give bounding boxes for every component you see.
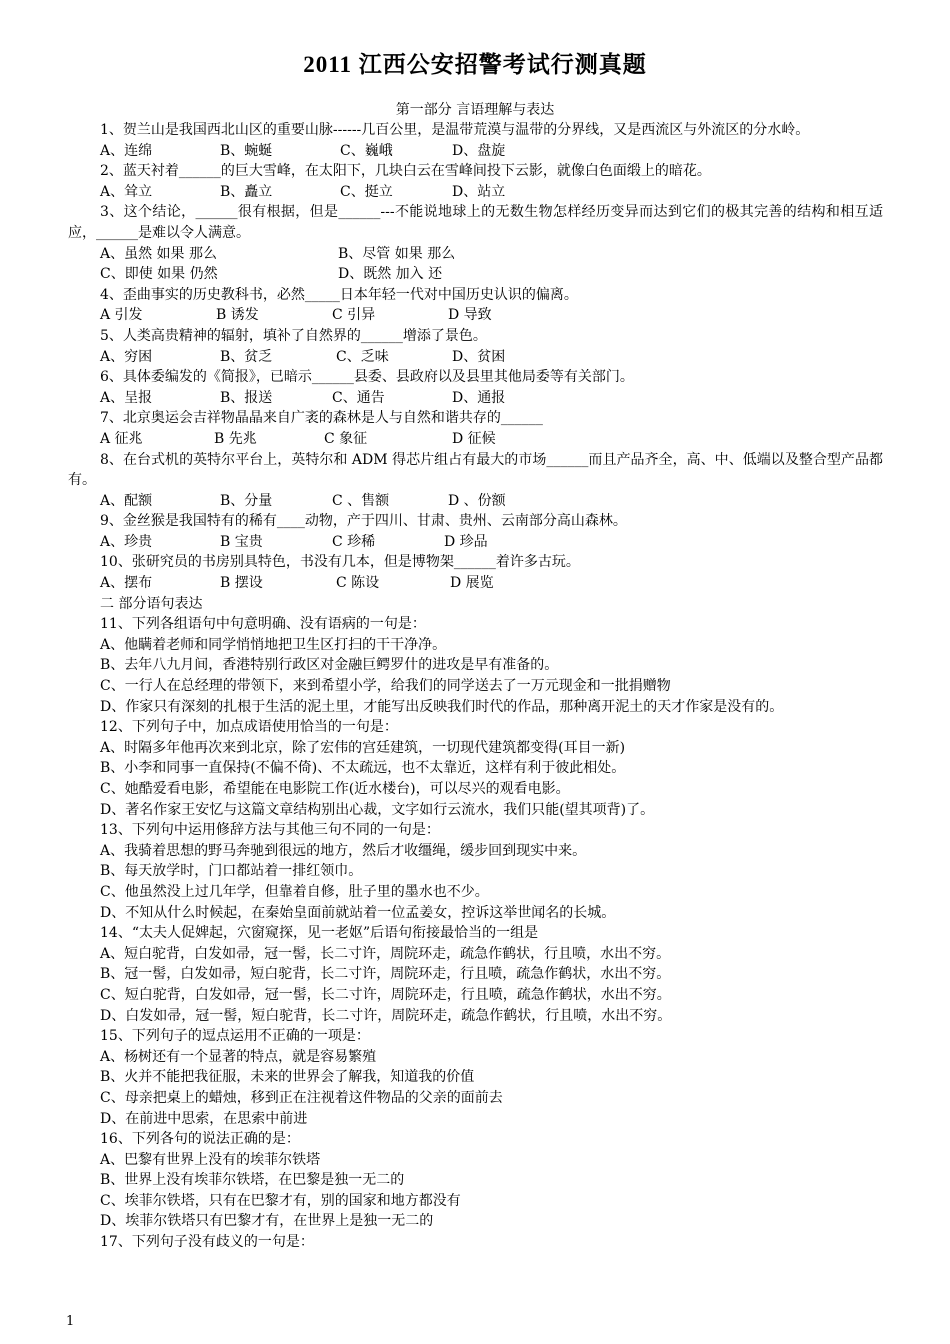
question-12: 12、下列句子中，加点成语使用恰当的一句是： xyxy=(100,719,398,736)
option: C、母亲把桌上的蜡烛，移到正在注视着这件物品的父亲的面前去 xyxy=(100,1089,503,1106)
option: D 导致 xyxy=(448,307,492,324)
question-8: 8、在台式机的英特尔平台上，英特尔和 ADM 得芯片组占有最大的市场______而且产品齐全，高、中、低端以及整合型产品都有。 xyxy=(68,451,883,489)
options-7 xyxy=(68,429,883,450)
options-9 xyxy=(68,532,883,553)
option: D 展览 xyxy=(450,575,494,592)
option: A、摆布 xyxy=(100,575,153,592)
option: C、一行人在总经理的带领下，来到希望小学，给我们的同学送去了一万元现金和一批捐赠物 xyxy=(100,678,671,695)
question-11: 11、下列各组语句中句意明确、没有语病的一句是： xyxy=(100,616,426,633)
option: A、呈报 xyxy=(100,389,153,406)
option: B、每天放学时，门口都站着一排红领巾。 xyxy=(100,863,363,880)
question-3: 3、这个结论，______很有根据，但是______---不能说地球上的无数生物怎样经历变异而达到它们的极其完善的结构和相互适应，______是难以令人满意。 xyxy=(68,204,883,241)
option: B、矗立 xyxy=(220,183,273,200)
option: C 珍稀 xyxy=(332,533,376,550)
option: A、配额 xyxy=(100,492,153,509)
option: A、连绵 xyxy=(100,142,153,159)
question-body xyxy=(68,120,883,1253)
question-5: 5、人类高贵精神的辐射，填补了自然界的______增添了景色。 xyxy=(100,327,487,344)
page-number: 1 xyxy=(66,1314,75,1329)
option: B、冠一髻，白发如帚，短白驼背，长二寸许，周院环走，行且喷，疏急作鹤状，水出不穷。 xyxy=(100,966,671,983)
option: D 、份额 xyxy=(448,492,506,509)
option: C 陈设 xyxy=(336,575,380,592)
options-8 xyxy=(68,491,883,512)
question-14: 14、“太夫人促婢起，穴窗窥探，见一老妪”后语句衔接最恰当的一组是 xyxy=(100,925,539,942)
question-16: 16、下列各句的说法正确的是： xyxy=(100,1131,300,1148)
options-4 xyxy=(68,305,883,326)
option: A、短白驼背，白发如帚，冠一髻，长二寸许，周院环走，疏急作鹤状，行且喷，水出不穷。 xyxy=(100,945,671,962)
question-7: 7、北京奥运会吉祥物晶晶来自广袤的森林是人与自然和谐共存的______ xyxy=(100,410,543,427)
option: B 摆设 xyxy=(220,575,263,592)
option: A、珍贵 xyxy=(100,533,153,550)
question-9: 9、金丝猴是我国特有的稀有____动物，产于四川、甘肃、贵州、云南部分高山森林。 xyxy=(100,513,627,530)
option: A、穷困 xyxy=(100,348,153,365)
option: C、挺立 xyxy=(340,183,393,200)
options-10 xyxy=(68,573,883,594)
options-3b xyxy=(68,264,883,285)
option: D、既然 加入 还 xyxy=(338,266,443,283)
question-10: 10、张研究员的书房别具特色，书没有几本，但是博物架______着许多古玩。 xyxy=(100,554,580,571)
option: A、杨树还有一个显著的特点，就是容易繁殖 xyxy=(100,1048,377,1065)
option: D、在前进中思索，在思索中前进 xyxy=(100,1110,308,1127)
option: B、去年八九月间，香港特别行政区对金融巨鳄罗什的进攻是早有准备的。 xyxy=(100,657,559,674)
option: D、著名作家王安忆与这篇文章结构别出心裁，文字如行云流水，我们只能(望其项背)了。 xyxy=(100,801,655,818)
option: D、白发如帚，冠一髻，短白驼背，长二寸许，周院环走，疏急作鹤状，行且喷，水出不穷。 xyxy=(100,1007,672,1024)
question-13: 13、下列句中运用修辞方法与其他三句不同的一句是： xyxy=(100,822,440,839)
option: B、分量 xyxy=(220,492,273,509)
options-3a xyxy=(68,244,883,265)
option: C、埃菲尔铁塔，只有在巴黎才有，别的国家和地方都没有 xyxy=(100,1192,461,1209)
page-title: 2011 江西公安招警考试行测真题 xyxy=(303,52,647,77)
options-6 xyxy=(68,388,883,409)
section-heading-part2: 二 部分语句表达 xyxy=(100,595,203,612)
option: C、短白驼背，白发如帚，冠一髻，长二寸许，周院环走，行且喷，疏急作鹤状，水出不穷。 xyxy=(100,986,671,1003)
option: B、贫乏 xyxy=(220,348,273,365)
option: A、我骑着思想的野马奔驰到很远的地方，然后才收缰绳，缓步回到现实中来。 xyxy=(100,842,587,859)
option: A 引发 xyxy=(100,307,143,324)
option: D 征候 xyxy=(452,430,496,447)
option: C、乏味 xyxy=(336,348,389,365)
option: A、巴黎有世界上没有的埃菲尔铁塔 xyxy=(100,1151,321,1168)
option: A、耸立 xyxy=(100,183,153,200)
option: B、小李和同事一直保持(不偏不倚)、不太疏远，也不太靠近，这样有利于彼此相处。 xyxy=(100,760,626,777)
options-5 xyxy=(68,347,883,368)
option: B、报送 xyxy=(220,389,273,406)
option: A、他瞒着老师和同学悄悄地把卫生区打扫的干干净净。 xyxy=(100,636,447,653)
option: D、埃菲尔铁塔只有巴黎才有，在世界上是独一无二的 xyxy=(100,1213,434,1230)
option: B 先兆 xyxy=(214,430,257,447)
option: D、作家只有深刻的扎根于生活的泥土里，才能写出反映我们时代的作品，那种离开泥土的天才作家是没有的。 xyxy=(100,698,784,715)
option: C、即使 如果 仍然 xyxy=(100,266,218,283)
option: B、世界上没有埃菲尔铁塔，在巴黎是独一无二的 xyxy=(100,1172,405,1189)
option: C、他虽然没上过几年学，但靠着自修，肚子里的墨水也不少。 xyxy=(100,883,489,900)
option: D 珍品 xyxy=(444,533,488,550)
option: B 宝贵 xyxy=(220,533,263,550)
options-2 xyxy=(68,182,883,203)
option: B、尽管 如果 那么 xyxy=(338,245,456,262)
option: B 诱发 xyxy=(216,307,259,324)
question-17: 17、下列句子没有歧义的一句是： xyxy=(100,1234,314,1251)
option: D、站立 xyxy=(452,183,506,200)
option: B、蜿蜒 xyxy=(220,142,273,159)
option: C 象征 xyxy=(324,430,368,447)
option: C、她酷爱看电影，希望能在电影院工作(近水楼台)，可以尽兴的观看电影。 xyxy=(100,781,570,797)
question-1: 1、贺兰山是我国西北山区的重要山脉------几百公里，是温带荒漠与温带的分界线，又是西流区与外流区的分水岭。 xyxy=(100,122,810,138)
option: C 、售额 xyxy=(332,492,390,509)
option: B、火并不能把我征服，未来的世界会了解我，知道我的价值 xyxy=(100,1069,475,1086)
option: D、盘旋 xyxy=(452,142,506,159)
option: C 引异 xyxy=(332,307,376,324)
question-15: 15、下列句子的逗点运用不正确的一项是： xyxy=(100,1028,370,1045)
option: A、虽然 如果 那么 xyxy=(100,245,218,262)
option: D、不知从什么时候起，在秦始皇面前就站着一位孟姜女，控诉这举世闻名的长城。 xyxy=(100,904,616,921)
question-4: 4、歪曲事实的历史教科书，必然_____日本年轻一代对中国历史认识的偏离。 xyxy=(100,286,578,303)
question-2: 2、蓝天衬着______的巨大雪峰，在太阳下，几块白云在雪峰间投下云影，就像白色面缎上的暗花。 xyxy=(100,163,711,180)
option: D、贫困 xyxy=(452,348,506,365)
question-6: 6、具体委编发的《简报》，已暗示______县委、县政府以及县里其他局委等有关部门。 xyxy=(100,369,634,386)
section-heading-part1: 第一部分 言语理解与表达 xyxy=(395,102,555,118)
option: A 征兆 xyxy=(100,430,143,447)
option: D、通报 xyxy=(452,389,506,406)
options-1 xyxy=(68,141,883,162)
option: A、时隔多年他再次来到北京，除了宏伟的宫廷建筑，一切现代建筑都变得(耳目一新) xyxy=(100,739,626,756)
option: C、巍峨 xyxy=(340,142,393,159)
option: C、通告 xyxy=(332,389,385,406)
